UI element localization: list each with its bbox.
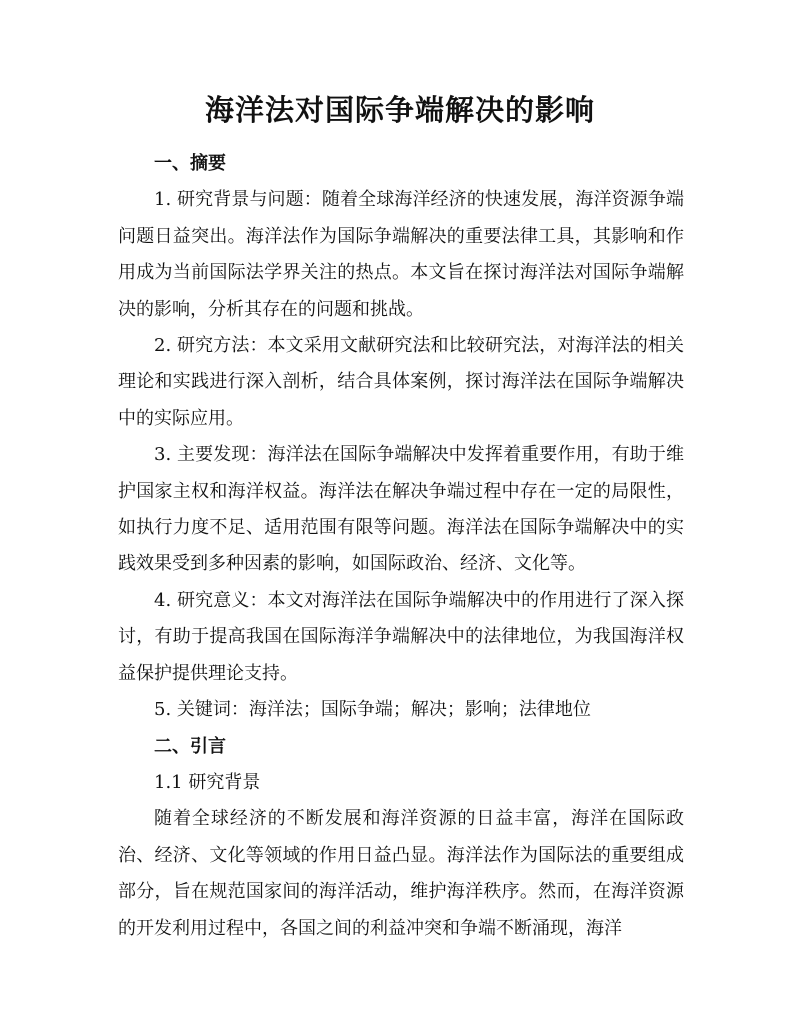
abstract-item-background: 1. 研究背景与问题：随着全球海洋经济的快速发展，海洋资源争端问题日益突出。海洋法作为国际争端解决的重要法律工具，其影响和作用成为当前国际法学界关注的热点。本文旨在探讨海洋法对国际争端解决的影响，分析其存在的问题和挑战。 [118, 189, 684, 320]
abstract-item-method: 2. 研究方法：本文采用文献研究法和比较研究法，对海洋法的相关理论和实践进行深入剖析，结合具体案例，探讨海洋法在国际争端解决中的实际应用。 [118, 335, 684, 429]
abstract-item-keywords: 5. 关键词：海洋法；国际争端；解决；影响；法律地位 [154, 699, 591, 721]
document-title: 海洋法对国际争端解决的影响 [204, 93, 595, 127]
section-heading-introduction: 二、引言 [154, 735, 226, 757]
section-heading-abstract: 一、摘要 [154, 153, 226, 174]
intro-paragraph: 随着全球经济的不断发展和海洋资源的日益丰富，海洋在国际政治、经济、文化等领域的作用日益凸显。海洋法作为国际法的重要组成部分，旨在规范国家间的海洋活动，维护海洋秩序。然而，在海洋资源的开发利用过程中，各国之间的利益冲突和争端不断涌现，海洋 [118, 808, 684, 939]
abstract-item-significance: 4. 研究意义：本文对海洋法在国际争端解决中的作用进行了深入探讨，有助于提高我国在国际海洋争端解决中的法律地位，为我国海洋权益保护提供理论支持。 [118, 589, 684, 684]
document-body [118, 146, 684, 947]
subsection-heading-background: 1.1 研究背景 [154, 771, 261, 793]
abstract-item-findings: 3. 主要发现：海洋法在国际争端解决中发挥着重要作用，有助于维护国家主权和海洋权益。海洋法在解决争端过程中存在一定的局限性，如执行力度不足、适用范围有限等问题。海洋法在国际争端解决中的实践效果受到多种因素的影响，如国际政治、经济、文化等。 [118, 444, 684, 575]
